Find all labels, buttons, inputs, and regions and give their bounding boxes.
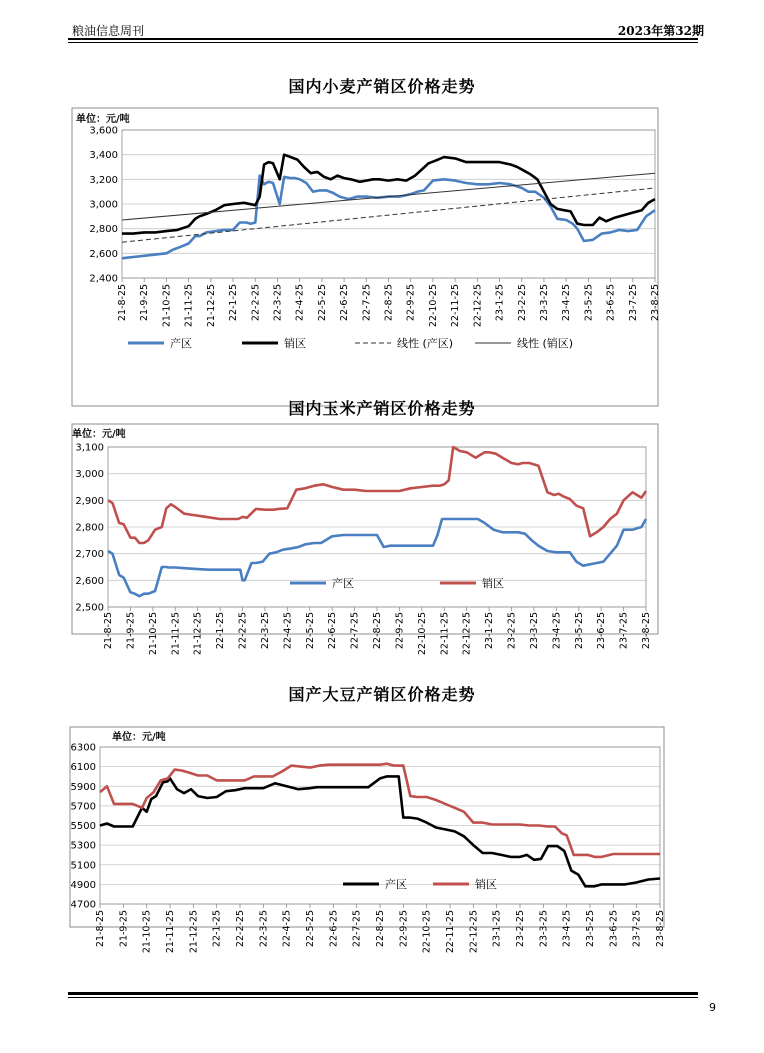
x-tick-label: 22-11-25 xyxy=(439,612,451,656)
x-tick-label: 23-7-25 xyxy=(631,910,643,948)
y-tick-label: 3,000 xyxy=(75,469,104,481)
x-tick-label: 23-4-25 xyxy=(561,284,573,322)
chart-frame xyxy=(70,727,664,927)
legend-label: 线性 (销区) xyxy=(517,337,574,350)
x-tick-label: 23-8-25 xyxy=(650,284,661,322)
x-tick-label: 21-11-25 xyxy=(170,612,182,656)
legend-label: 产区 xyxy=(332,577,354,590)
y-tick-label: 2,800 xyxy=(89,224,118,236)
legend-label: 线性 (产区) xyxy=(397,337,454,350)
x-tick-label: 23-5-25 xyxy=(585,910,596,948)
x-tick-label: 21-12-25 xyxy=(192,612,204,656)
x-tick-label: 23-1-25 xyxy=(491,910,503,948)
x-tick-label: 23-1-25 xyxy=(484,612,496,650)
x-tick-label: 22-1-25 xyxy=(228,284,240,322)
x-tick-label: 21-10-25 xyxy=(141,910,153,954)
y-tick-label: 5700 xyxy=(70,801,96,813)
y-tick-label: 2,800 xyxy=(75,522,104,534)
x-tick-label: 22-11-25 xyxy=(450,284,462,328)
y-tick-label: 3,400 xyxy=(89,150,118,162)
legend-label: 销区 xyxy=(482,577,504,590)
y-tick-label: 5500 xyxy=(70,821,96,832)
x-tick-label: 21-10-25 xyxy=(161,284,173,328)
x-tick-label: 22-2-25 xyxy=(250,284,262,322)
y-tick-label: 3,200 xyxy=(89,174,118,186)
x-tick-label: 22-2-25 xyxy=(235,910,246,948)
x-tick-label: 22-4-25 xyxy=(294,284,306,322)
y-tick-label: 2,700 xyxy=(75,549,104,561)
x-tick-label: 22-9-25 xyxy=(394,612,406,650)
legend-label: 产区 xyxy=(170,337,192,350)
x-tick-label: 23-3-25 xyxy=(528,612,540,650)
x-tick-label: 22-10-25 xyxy=(416,612,428,656)
y-tick-label: 3,000 xyxy=(89,199,118,211)
x-tick-label: 22-3-25 xyxy=(272,284,284,322)
x-tick-label: 23-8-25 xyxy=(655,910,666,948)
corn-chart-title: 国内玉米产销区价格走势 xyxy=(288,399,476,418)
x-tick-label: 22-8-25 xyxy=(383,284,395,322)
x-tick-label: 23-2-25 xyxy=(515,910,526,948)
x-tick-label: 21-9-25 xyxy=(118,910,130,948)
x-tick-label: 23-7-25 xyxy=(618,612,630,650)
x-tick-label: 23-5-25 xyxy=(583,284,595,322)
x-tick-label: 22-1-25 xyxy=(215,612,227,650)
x-tick-label: 22-11-25 xyxy=(445,910,456,954)
y-tick-label: 2,900 xyxy=(75,495,104,507)
y-tick-label: 2,500 xyxy=(75,602,104,614)
x-tick-label: 23-2-25 xyxy=(516,284,528,322)
x-tick-label: 22-6-25 xyxy=(328,910,340,948)
x-tick-label: 23-6-25 xyxy=(605,284,617,322)
legend-label: 销区 xyxy=(475,878,497,891)
x-tick-label: 21-8-25 xyxy=(117,284,128,322)
issue-number: 2023年第32期 xyxy=(617,24,704,38)
x-tick-label: 22-9-25 xyxy=(398,910,410,948)
y-tick-label: 2,600 xyxy=(89,248,118,260)
x-tick-label: 23-4-25 xyxy=(551,612,563,650)
y-tick-label: 5300 xyxy=(70,840,96,852)
wheat-chart-title: 国内小麦产销区价格走势 xyxy=(288,77,476,96)
y-tick-label: 3,600 xyxy=(89,125,118,137)
x-tick-label: 21-8-25 xyxy=(103,612,114,650)
y-tick-label: 5100 xyxy=(70,860,96,872)
x-tick-label: 23-4-25 xyxy=(561,910,573,948)
x-tick-label: 23-6-25 xyxy=(608,910,620,948)
x-tick-label: 22-4-25 xyxy=(282,612,294,650)
y-tick-label: 5900 xyxy=(70,781,96,793)
x-tick-label: 21-9-25 xyxy=(139,284,151,322)
unit-label: 单位：元/吨 xyxy=(112,732,166,743)
unit-label: 单位：元/吨 xyxy=(76,114,130,125)
x-tick-label: 22-2-25 xyxy=(237,612,249,650)
legend-label: 产区 xyxy=(385,878,407,891)
x-tick-label: 22-9-25 xyxy=(405,284,417,322)
y-tick-label: 6300 xyxy=(70,742,96,754)
x-tick-label: 22-3-25 xyxy=(259,612,271,650)
x-tick-label: 22-7-25 xyxy=(351,910,363,948)
y-tick-label: 3,100 xyxy=(75,442,104,454)
y-tick-label: 4700 xyxy=(70,899,96,911)
footer-rule-thin xyxy=(68,997,698,998)
x-tick-label: 21-8-25 xyxy=(95,910,106,948)
x-tick-label: 22-12-25 xyxy=(472,284,484,328)
x-tick-label: 22-6-25 xyxy=(339,284,351,322)
x-tick-label: 23-3-25 xyxy=(538,910,550,948)
page-number: 9 xyxy=(709,1001,716,1014)
x-tick-label: 22-10-25 xyxy=(421,910,433,954)
x-tick-label: 22-8-25 xyxy=(372,612,383,650)
x-tick-label: 22-5-25 xyxy=(304,612,316,650)
x-tick-label: 22-3-25 xyxy=(258,910,270,948)
y-tick-label: 2,400 xyxy=(89,273,118,285)
x-tick-label: 22-8-25 xyxy=(375,910,386,948)
x-tick-label: 22-12-25 xyxy=(461,612,473,656)
x-tick-label: 22-10-25 xyxy=(427,284,439,328)
unit-label: 单位：元/吨 xyxy=(72,429,126,440)
x-tick-label: 21-10-25 xyxy=(147,612,159,656)
footer-rule xyxy=(68,992,698,995)
x-tick-label: 22-12-25 xyxy=(468,910,480,954)
x-tick-label: 23-3-25 xyxy=(538,284,550,322)
x-tick-label: 23-1-25 xyxy=(494,283,506,322)
x-tick-label: 22-5-25 xyxy=(305,910,316,948)
soybean-chart-title: 国产大豆产销区价格走势 xyxy=(288,685,476,704)
x-tick-label: 22-1-25 xyxy=(211,910,223,948)
x-tick-label: 23-6-25 xyxy=(596,612,608,650)
y-tick-label: 2,600 xyxy=(75,575,104,587)
x-tick-label: 22-5-25 xyxy=(316,284,328,322)
x-tick-label: 23-7-25 xyxy=(627,284,639,322)
x-tick-label: 21-11-25 xyxy=(165,910,176,954)
x-tick-label: 23-5-25 xyxy=(573,612,585,650)
x-tick-label: 21-12-25 xyxy=(188,910,200,954)
y-tick-label: 6100 xyxy=(70,762,96,774)
x-tick-label: 21-11-25 xyxy=(183,284,195,328)
publication-name: 粮油信息周刊 xyxy=(72,24,145,38)
series-line-0 xyxy=(100,776,660,886)
x-tick-label: 22-4-25 xyxy=(281,910,293,948)
x-tick-label: 23-8-25 xyxy=(641,612,652,650)
x-tick-label: 22-7-25 xyxy=(349,612,361,650)
x-tick-label: 21-12-25 xyxy=(205,284,217,328)
y-tick-label: 4900 xyxy=(70,879,96,891)
legend-label: 销区 xyxy=(284,337,306,350)
x-tick-label: 22-7-25 xyxy=(361,284,373,322)
x-tick-label: 21-9-25 xyxy=(125,612,137,650)
x-tick-label: 23-2-25 xyxy=(506,612,518,650)
x-tick-label: 22-6-25 xyxy=(327,612,339,650)
